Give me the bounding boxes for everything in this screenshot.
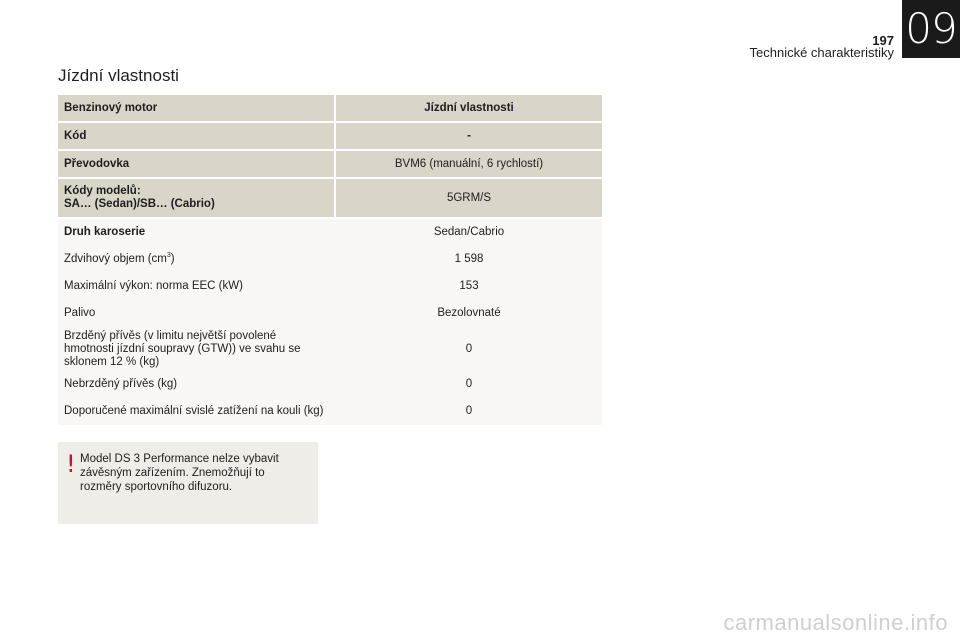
row-label: Brzděný přívěs (v limitu největší povolené hmotnosti jízdní soupravy (GTW)) ve svahu se sklonem 12 % (kg) — [58, 327, 335, 371]
table-row — [58, 273, 602, 300]
table-header-value: Jízdní vlastnosti — [335, 95, 602, 122]
table-header-row — [58, 95, 602, 122]
warning-note-text: Model DS 3 Performance nelze vybavit závěsným zařízením. Znemožňují to rozměry sportovního difuzoru. — [80, 453, 279, 493]
table-header-row — [58, 150, 602, 178]
row-label: Druh karoserie — [58, 218, 335, 246]
row-value: 0 — [335, 371, 602, 398]
chapter-title: Technické charakteristiky — [749, 45, 894, 60]
row-value: Bezolovnaté — [335, 300, 602, 327]
warning-note — [58, 442, 318, 524]
table-header-row — [58, 178, 602, 218]
table-header-value: - — [335, 122, 602, 150]
row-value: 153 — [335, 273, 602, 300]
table-header-label: Benzinový motor — [58, 95, 335, 122]
row-value: 0 — [335, 398, 602, 425]
table-row — [58, 398, 602, 425]
model-codes-label: Kódy modelů: — [64, 185, 141, 197]
row-value: 0 — [335, 327, 602, 371]
table-header-row — [58, 122, 602, 150]
table-row — [58, 300, 602, 327]
chapter-number-tab: 09 — [902, 0, 960, 58]
row-label: Doporučené maximální svislé zatížení na kouli (kg) — [58, 398, 335, 425]
row-label: Zdvihový objem $(cm^3)$ — [58, 246, 335, 273]
table-header-label: Převodovka — [58, 150, 335, 178]
table-header-label: Kód — [58, 122, 335, 150]
warning-exclamation-icon: ! — [66, 450, 76, 478]
table-row — [58, 246, 602, 273]
row-label: Nebrzděný přívěs (kg) — [58, 371, 335, 398]
table-header-value: BVM6 (manuální, 6 rychlostí) — [335, 150, 602, 178]
row-value: Sedan/Cabrio — [335, 218, 602, 246]
row-label: Maximální výkon: norma EEC (kW) — [58, 273, 335, 300]
table-header-value: 5GRM/S — [335, 178, 602, 218]
table-row — [58, 327, 602, 371]
table-header-label — [58, 178, 335, 218]
model-codes-detail: SA… (Sedan)/SB… (Cabrio) — [64, 198, 215, 210]
section-title: Jízdní vlastnosti — [58, 66, 179, 85]
page-number: 197 — [872, 33, 894, 48]
row-label: Palivo — [58, 300, 335, 327]
table-row — [58, 371, 602, 398]
specifications-table — [58, 95, 602, 425]
table-row — [58, 218, 602, 246]
row-value: 1 598 — [335, 246, 602, 273]
watermark: carmanualsonline.info — [723, 610, 948, 635]
